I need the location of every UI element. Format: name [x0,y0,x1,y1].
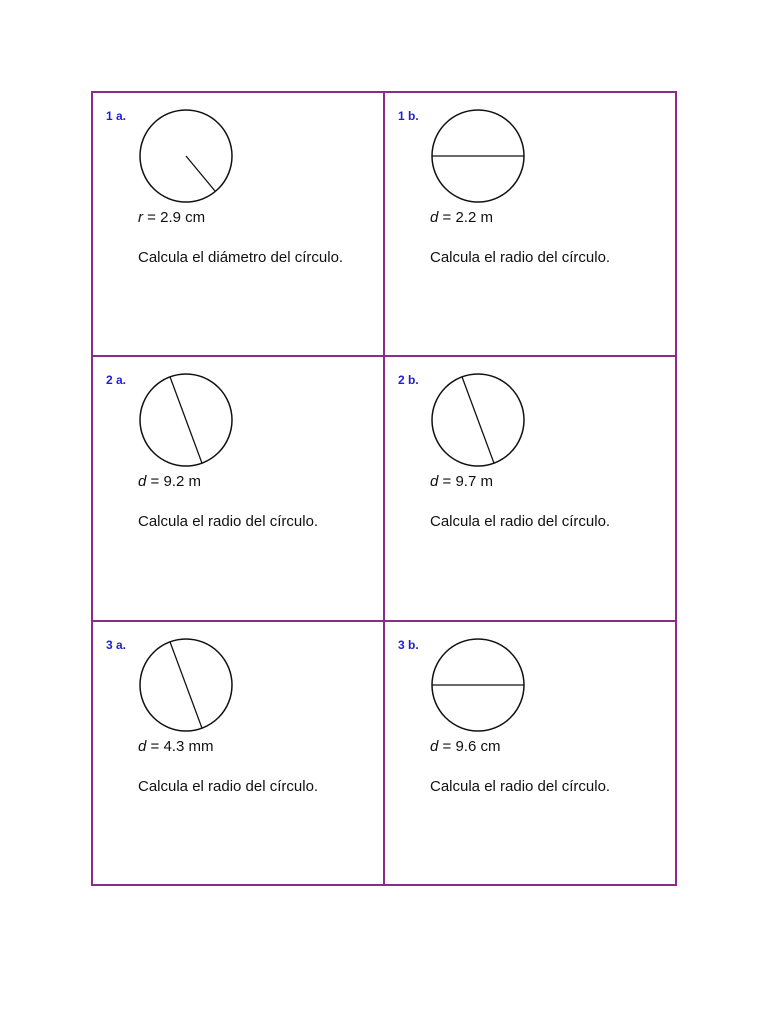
question-text: Calcula el radio del círculo. [430,777,611,795]
circle-diameter-figure [429,107,527,205]
given-measure: d = 9.6 cm [430,737,501,755]
question-text: Calcula el radio del círculo. [138,777,319,795]
card-label: 1 b. [398,109,419,123]
given-measure: d = 9.2 m [138,473,201,491]
circle-diameter-figure [429,371,527,469]
task-card-2b [385,357,677,621]
given-measure: d = 2.2 m [430,209,493,226]
given-measure: d = 9.7 m [430,473,493,491]
question-text: Calcula el radio del círculo. [430,513,611,531]
question-text: Calcula el radio del círculo. [430,249,611,266]
task-card-grid [91,91,677,886]
task-card-2a [93,357,385,621]
circle-diameter-figure [429,636,527,734]
task-card-3b [385,622,677,886]
question-text: Calcula el diámetro del círculo. [138,249,344,266]
card-label: 3 a. [106,637,127,652]
circle-diameter-figure [137,636,235,734]
question-text: Calcula el radio del círculo. [138,513,319,531]
card-label: 1 a. [106,109,127,123]
card-label: 2 b. [398,373,419,388]
task-card-3a [93,622,385,886]
task-card-1b [385,93,677,357]
task-card-1a [93,93,385,357]
card-label: 2 a. [106,373,127,388]
given-measure: d = 4.3 mm [138,737,214,755]
given-measure: r = 2.9 cm [138,209,206,226]
circle-diameter-figure [137,371,235,469]
circle-radius-figure [137,107,235,205]
card-label: 3 b. [398,637,419,652]
